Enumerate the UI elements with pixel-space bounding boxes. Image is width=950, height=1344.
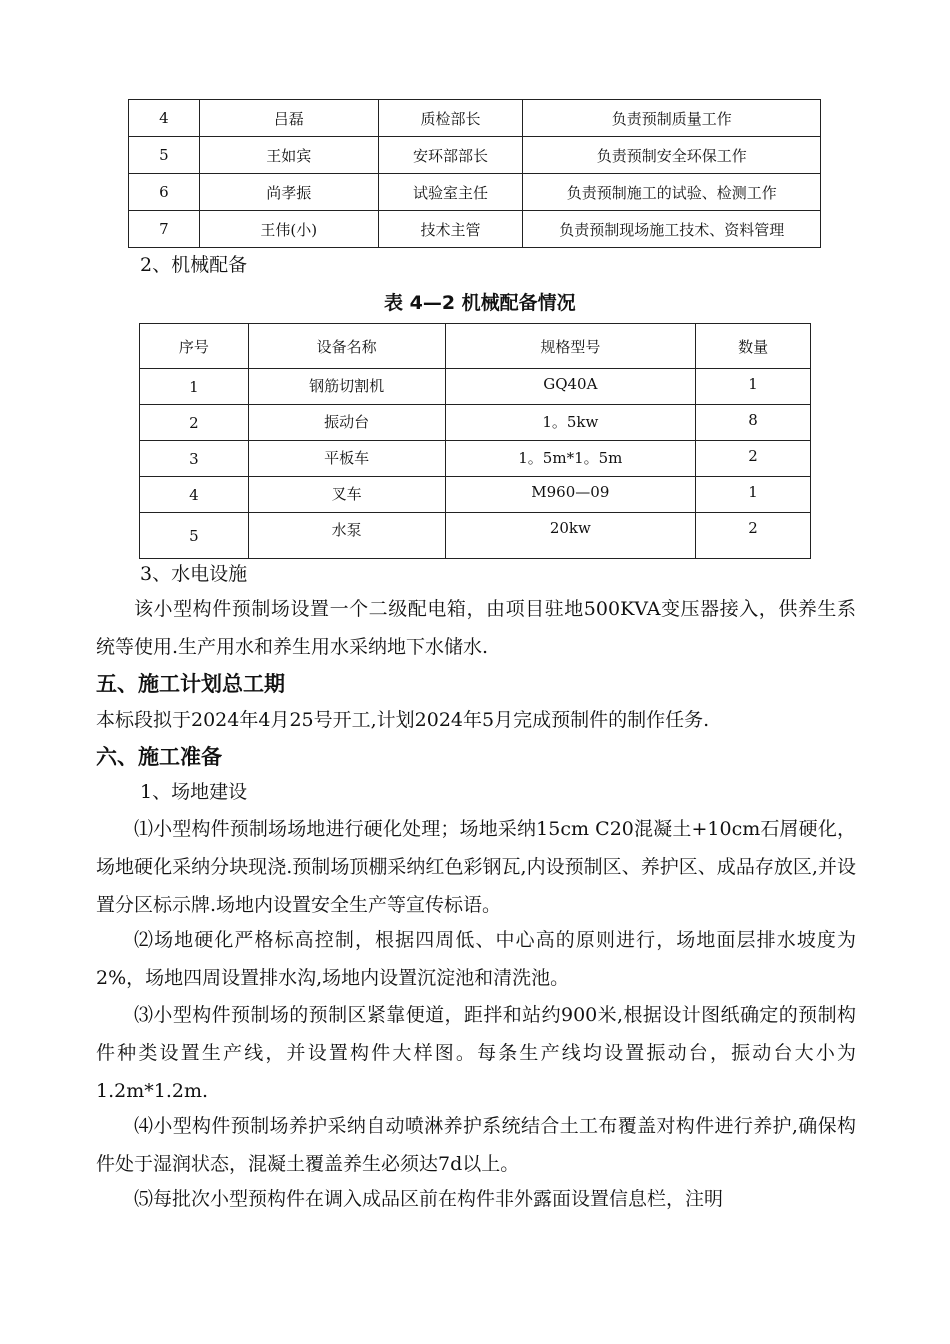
staff-duty: 负责预制施工的试验、检测工作 (523, 174, 821, 211)
paragraph-site-1: ⑴小型构件预制场场地进行硬化处理；场地采纳15cm C20混凝土+10cm石屑硬化，场地硬化采纳分块现浇.预制场顶棚采纳红色彩钢瓦,内设预制区、养护区、成品存放区,并设置分区标示牌.场地内设置安全生产等宣传标语。 (96, 818, 856, 916)
paragraph-water-power: 该小型构件预制场设置一个二级配电箱，由项目驻地500KVA变压器接入，供养生系统等使用.生产用水和养生用水采纳地下水储水. (96, 598, 856, 658)
staff-duty: 负责预制质量工作 (523, 100, 821, 137)
header-cell: 数量 (696, 324, 811, 369)
staff-no: 4 (129, 100, 200, 137)
table-row (129, 137, 821, 174)
paragraph-site-3: ⑶小型构件预制场的预制区紧靠便道，距拌和站约900米,根据设计图纸确定的预制构件种类设置生产线，并设置构件大样图。每条生产线均设置振动台，振动台大小为1.2m*1.2m. (96, 1004, 856, 1102)
machine-table (139, 323, 811, 559)
table-row (140, 369, 811, 405)
staff-table (128, 99, 821, 248)
staff-role: 技术主管 (378, 211, 523, 248)
machine-name: 平板车 (248, 441, 445, 477)
machine-no: 4 (140, 477, 249, 513)
machine-no: 5 (140, 513, 249, 559)
machine-spec: 1。5m*1。5m (445, 441, 696, 477)
staff-name: 尚孝振 (199, 174, 378, 211)
table-row (140, 441, 811, 477)
machine-name: 振动台 (248, 405, 445, 441)
table-row (140, 477, 811, 513)
paragraph-site-2: ⑵场地硬化严格标高控制，根据四周低、中心高的原则进行，场地面层排水坡度为2%，场地四周设置排水沟,场地内设置沉淀池和清洗池。 (96, 929, 856, 989)
machine-no: 3 (140, 441, 249, 477)
staff-duty: 负责预制安全环保工作 (523, 137, 821, 174)
header-cell: 设备名称 (248, 324, 445, 369)
staff-role: 安环部部长 (378, 137, 523, 174)
section-water-title: 3、水电设施 (140, 563, 248, 585)
machine-name: 钢筋切割机 (248, 369, 445, 405)
machine-no: 1 (140, 369, 249, 405)
machine-qty: 2 (696, 513, 811, 559)
table-row (140, 513, 811, 559)
machine-qty: 2 (696, 441, 811, 477)
staff-duty: 负责预制现场施工技术、资料管理 (523, 211, 821, 248)
staff-name: 王伟(小) (199, 211, 378, 248)
table-row (129, 174, 821, 211)
header-cell: 序号 (140, 324, 249, 369)
paragraph-site-4: ⑷小型构件预制场养护采纳自动喷淋养护系统结合土工布覆盖对构件进行养护,确保构件处于湿润状态，混凝土覆盖养生必须达7d以上。 (96, 1115, 856, 1175)
staff-no: 6 (129, 174, 200, 211)
staff-name: 王如宾 (199, 137, 378, 174)
staff-name: 吕磊 (199, 100, 378, 137)
header-cell: 规格型号 (445, 324, 696, 369)
machine-spec: 20kw (445, 513, 696, 559)
machine-spec: 1。5kw (445, 405, 696, 441)
machine-qty: 8 (696, 405, 811, 441)
machine-spec: M960—09 (445, 477, 696, 513)
heading-schedule: 五、施工计划总工期 (96, 672, 285, 696)
machine-name: 水泵 (248, 513, 445, 559)
table-row (129, 211, 821, 248)
table-header-row (140, 324, 811, 369)
staff-no: 5 (129, 137, 200, 174)
staff-no: 7 (129, 211, 200, 248)
section-site-title: 1、场地建设 (140, 781, 248, 803)
heading-preparation: 六、施工准备 (96, 745, 222, 769)
machine-qty: 1 (696, 369, 811, 405)
paragraph-schedule: 本标段拟于2024年4月25号开工,计划2024年5月完成预制件的制作任务. (96, 709, 710, 731)
machine-qty: 1 (696, 477, 811, 513)
machine-table-caption: 表 4—2 机械配备情况 (384, 292, 576, 314)
machine-no: 2 (140, 405, 249, 441)
machine-name: 叉车 (248, 477, 445, 513)
staff-role: 质检部长 (378, 100, 523, 137)
table-row (129, 100, 821, 137)
staff-role: 试验室主任 (378, 174, 523, 211)
section-machinery-title: 2、机械配备 (140, 254, 248, 276)
machine-spec: GQ40A (445, 369, 696, 405)
paragraph-site-5: ⑸每批次小型预构件在调入成品区前在构件非外露面设置信息栏，注明 (134, 1188, 724, 1210)
table-row (140, 405, 811, 441)
